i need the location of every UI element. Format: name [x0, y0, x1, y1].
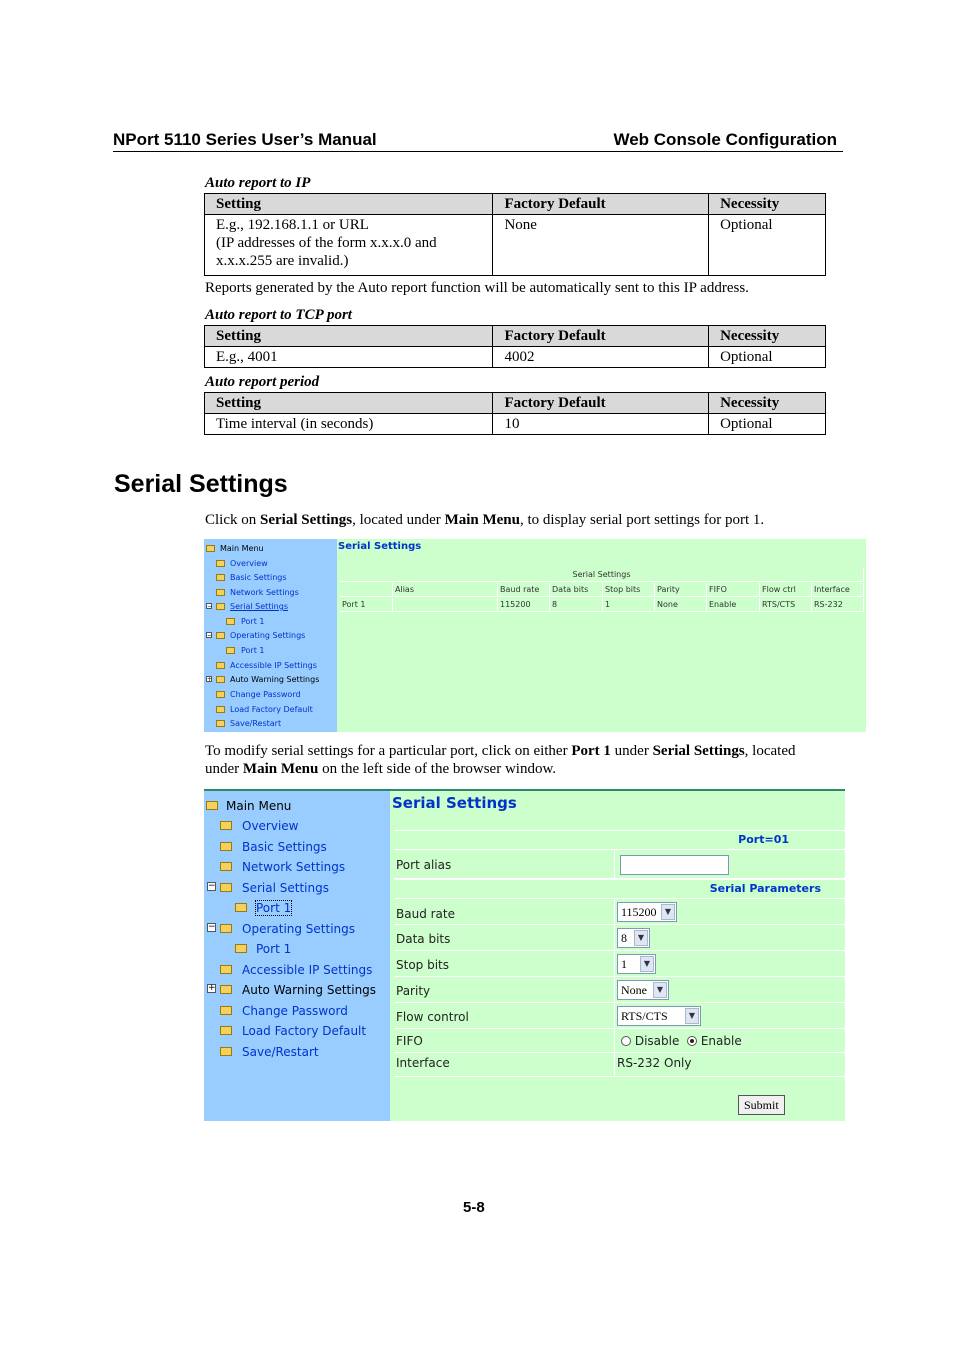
- menu-item-accessible-ip[interactable]: Accessible IP Settings: [242, 963, 373, 977]
- text: To modify serial settings for a particular port, click on either: [205, 743, 572, 759]
- table-caption: Auto report to IP: [205, 175, 311, 191]
- folder-icon: [235, 903, 247, 912]
- table-header: Setting: [205, 326, 493, 347]
- field-label: Interface: [396, 1056, 450, 1070]
- menu-item-basic-settings[interactable]: Basic Settings: [242, 840, 327, 854]
- field-label: Flow control: [396, 1010, 469, 1024]
- folder-icon: [226, 618, 235, 625]
- text-line: [205, 760, 845, 778]
- main-menu-sidebar: [204, 539, 337, 732]
- divider: [614, 951, 615, 976]
- folder-icon: [220, 842, 232, 851]
- screenshot-serial-overview: [204, 539, 866, 732]
- folder-icon: [226, 647, 235, 654]
- expand-icon[interactable]: +: [208, 983, 216, 993]
- fifo-disable-option[interactable]: [621, 1034, 679, 1048]
- select-value: RTS/CTS: [621, 1009, 668, 1023]
- folder-icon: [220, 883, 232, 892]
- text: on the left side of the browser window.: [318, 761, 557, 777]
- bold-text: Main Menu: [444, 512, 520, 528]
- field-label: Baud rate: [396, 907, 455, 921]
- menu-item-load-factory-default[interactable]: Load Factory Default: [242, 1024, 367, 1038]
- menu-item-network-settings[interactable]: Network Settings: [242, 860, 346, 874]
- divider: [614, 1053, 615, 1076]
- folder-icon: [220, 1006, 232, 1015]
- spec-table: [204, 193, 826, 276]
- select-value: 1: [621, 957, 627, 971]
- field-label: Parity: [396, 984, 431, 998]
- text: under: [610, 743, 653, 759]
- menu-item-operating-port-1[interactable]: Port 1: [256, 942, 292, 956]
- table-cell: RTS/CTS: [760, 598, 812, 612]
- column-header: Alias: [393, 583, 498, 597]
- table-cell: Optional: [709, 215, 826, 276]
- content-title: Serial Settings: [392, 794, 517, 812]
- table-header: Setting: [205, 393, 493, 414]
- fifo-row: [394, 1029, 845, 1053]
- menu-item-serial-settings[interactable]: Serial Settings: [230, 602, 288, 611]
- table-header: Factory Default: [493, 326, 709, 347]
- table-cell: Enable: [707, 598, 760, 612]
- table-header: Necessity: [709, 393, 826, 414]
- radio-on-icon[interactable]: [687, 1036, 697, 1046]
- column-header: [340, 583, 393, 597]
- header-rule: [113, 151, 843, 152]
- collapse-icon[interactable]: −: [207, 603, 213, 610]
- option-label: Disable: [634, 1034, 680, 1048]
- menu-item-auto-warning[interactable]: Auto Warning Settings: [230, 675, 320, 684]
- table-cell: 115200: [498, 598, 550, 612]
- collapse-icon[interactable]: −: [207, 632, 213, 639]
- folder-icon: [235, 944, 247, 953]
- chevron-down-icon: ▼: [653, 982, 667, 998]
- flow-control-row: [394, 1003, 845, 1029]
- menu-item-accessible-ip[interactable]: Accessible IP Settings: [230, 661, 317, 670]
- chevron-down-icon: ▼: [685, 1008, 699, 1024]
- cell-line: (IP addresses of the form x.x.x.0 and: [216, 235, 437, 251]
- table-header: Necessity: [709, 326, 826, 347]
- field-label: FIFO: [396, 1034, 423, 1048]
- folder-icon: [216, 574, 225, 581]
- menu-item-change-password[interactable]: Change Password: [242, 1004, 348, 1018]
- field-label: Data bits: [396, 932, 451, 946]
- stop-bits-row: [394, 951, 845, 977]
- table-cell: 1: [603, 598, 655, 612]
- table-caption: Auto report to TCP port: [205, 307, 352, 323]
- table-caption: Auto report period: [205, 374, 320, 390]
- content-title: Serial Settings: [338, 541, 422, 552]
- menu-item-serial-settings[interactable]: Serial Settings: [242, 881, 329, 895]
- folder-icon: [216, 589, 225, 596]
- table-cell: 8: [550, 598, 603, 612]
- menu-item-serial-port-1[interactable]: Port 1: [256, 901, 292, 915]
- folder-icon: [220, 1026, 232, 1035]
- menu-item-change-password[interactable]: Change Password: [230, 690, 301, 699]
- fifo-enable-option[interactable]: [687, 1034, 742, 1048]
- folder-icon: [220, 1047, 232, 1056]
- divider: [614, 1003, 615, 1028]
- select-value: 115200: [621, 905, 657, 919]
- menu-item-network-settings[interactable]: Network Settings: [230, 588, 299, 597]
- collapse-icon[interactable]: −: [208, 922, 216, 932]
- serial-settings-table: [340, 568, 864, 612]
- table-cell: RS-232: [812, 598, 864, 612]
- data-bits-row: [394, 925, 845, 951]
- section-title: Serial Settings: [114, 470, 288, 498]
- flow-control-select[interactable]: [617, 1006, 701, 1026]
- folder-icon: [216, 603, 225, 610]
- text-line: [205, 742, 845, 760]
- column-header: Flow ctrl: [760, 583, 812, 597]
- folder-icon: [220, 924, 232, 933]
- folder-icon: [216, 676, 225, 683]
- table-cell: E.g., 4001: [205, 347, 493, 368]
- menu-item-auto-warning[interactable]: Auto Warning Settings: [242, 983, 377, 997]
- table-cell: Time interval (in seconds): [205, 414, 493, 435]
- paragraph: Reports generated by the Auto report function will be automatically sent to this IP address.: [205, 280, 749, 296]
- divider: [614, 851, 615, 878]
- table-cell: Optional: [709, 414, 826, 435]
- bold-text: Serial Settings: [652, 743, 745, 759]
- table-cell: None: [655, 598, 707, 612]
- menu-item-serial-port-1[interactable]: Port 1: [241, 617, 265, 626]
- text: under: [205, 761, 243, 777]
- folder-icon: [220, 862, 232, 871]
- parity-select[interactable]: [617, 980, 669, 1000]
- select-value: 8: [621, 931, 627, 945]
- menu-item-operating-settings[interactable]: Operating Settings: [242, 922, 356, 936]
- table-header: Factory Default: [493, 393, 709, 414]
- data-bits-select[interactable]: [617, 928, 650, 948]
- text: , located under: [352, 512, 445, 528]
- column-header: Stop bits: [603, 583, 655, 597]
- port-alias-row: [394, 851, 845, 879]
- menu-item-operating-port-1[interactable]: Port 1: [241, 646, 265, 655]
- menu-item-overview[interactable]: Overview: [230, 559, 268, 568]
- menu-item-basic-settings[interactable]: Basic Settings: [230, 573, 287, 582]
- column-header: Parity: [655, 583, 707, 597]
- bold-text: Port 1: [571, 743, 611, 759]
- table-header: Setting: [205, 194, 493, 215]
- submit-button[interactable]: Submit: [738, 1095, 785, 1115]
- paragraph-modify: [205, 742, 845, 778]
- menu-item-save-restart[interactable]: Save/Restart: [230, 719, 282, 728]
- divider: [614, 925, 615, 950]
- field-label: Stop bits: [396, 958, 450, 972]
- column-header: Data bits: [550, 583, 603, 597]
- folder-icon: [206, 545, 215, 552]
- radio-off-icon[interactable]: [621, 1036, 631, 1046]
- main-menu-sidebar: [204, 791, 390, 1121]
- text: Click on: [205, 512, 260, 528]
- bold-text: Main Menu: [242, 761, 319, 777]
- folder-icon: [216, 691, 225, 698]
- table-title: Serial Settings: [340, 568, 864, 582]
- table-header: Factory Default: [493, 194, 709, 215]
- chevron-down-icon: ▼: [634, 930, 648, 946]
- page-number: 5-8: [463, 1199, 485, 1216]
- folder-icon: [220, 821, 232, 830]
- table-cell: [205, 215, 493, 276]
- table-cell[interactable]: Port 1: [340, 598, 393, 612]
- menu-item-save-restart[interactable]: Save/Restart: [242, 1045, 319, 1059]
- menu-item-load-factory-default[interactable]: Load Factory Default: [230, 705, 313, 714]
- chevron-down-icon: ▼: [661, 904, 675, 920]
- folder-icon: [220, 985, 232, 994]
- spec-table: [204, 392, 826, 435]
- table-cell: [393, 598, 498, 612]
- screenshot-port-settings: [204, 789, 845, 1121]
- folder-icon: [216, 632, 225, 639]
- folder-icon: [216, 706, 225, 713]
- folder-icon: [206, 801, 218, 810]
- column-header: Baud rate: [498, 583, 550, 597]
- menu-item-operating-settings[interactable]: Operating Settings: [230, 631, 306, 640]
- text: , to display serial port settings for port 1.: [519, 512, 765, 528]
- chevron-down-icon: ▼: [640, 956, 654, 972]
- select-value: None: [621, 983, 647, 997]
- stop-bits-select[interactable]: [617, 954, 656, 974]
- menu-root: Main Menu: [220, 544, 264, 553]
- table-cell: Optional: [709, 347, 826, 368]
- port-bar: Port=01: [394, 830, 845, 850]
- port-alias-input[interactable]: [620, 855, 729, 875]
- divider: [614, 899, 615, 924]
- table-cell: 10: [493, 414, 709, 435]
- folder-icon: [216, 720, 225, 727]
- column-header: Interface: [812, 583, 864, 597]
- cell-line: x.x.x.255 are invalid.): [216, 253, 349, 269]
- table-header: Necessity: [709, 194, 826, 215]
- header-right: Web Console Configuration: [613, 130, 837, 149]
- option-label: Enable: [700, 1034, 742, 1048]
- field-label: Port alias: [396, 858, 452, 872]
- header-left: NPort 5110 Series User’s Manual: [113, 130, 377, 149]
- table-cell: 4002: [493, 347, 709, 368]
- paragraph-click: [205, 511, 764, 529]
- baud-rate-select[interactable]: [617, 902, 677, 922]
- folder-icon: [220, 965, 232, 974]
- column-header: FIFO: [707, 583, 760, 597]
- table-cell: None: [493, 215, 709, 276]
- baud-rate-row: [394, 899, 845, 925]
- folder-icon: [216, 662, 225, 669]
- spec-table: [204, 325, 826, 368]
- interface-row: [394, 1053, 845, 1077]
- folder-icon: [216, 560, 225, 567]
- divider: [614, 1029, 615, 1052]
- parity-row: [394, 977, 845, 1003]
- params-bar: Serial Parameters: [394, 879, 845, 899]
- collapse-icon[interactable]: −: [208, 881, 216, 891]
- interface-value: RS-232 Only: [617, 1056, 692, 1070]
- expand-icon[interactable]: +: [207, 676, 213, 683]
- text: , located: [744, 743, 796, 759]
- cell-line: E.g., 192.168.1.1 or URL: [216, 217, 369, 233]
- menu-root: Main Menu: [226, 799, 292, 813]
- divider: [614, 977, 615, 1002]
- menu-item-overview[interactable]: Overview: [242, 819, 299, 833]
- bold-text: Serial Settings: [260, 512, 353, 528]
